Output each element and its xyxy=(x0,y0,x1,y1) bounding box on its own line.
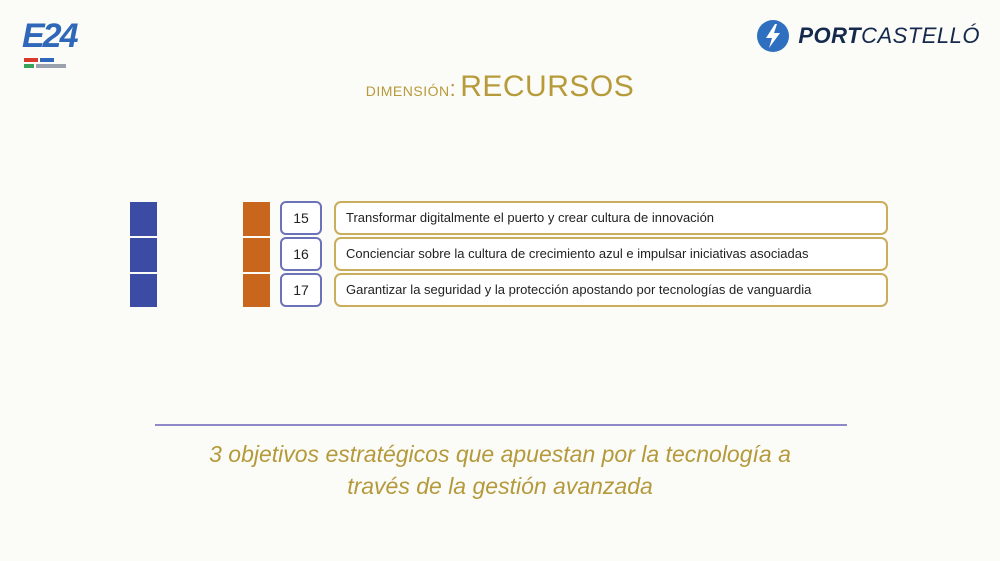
orange-block-1 xyxy=(243,202,270,236)
objective-number: 17 xyxy=(280,273,322,307)
objective-text: Transformar digitalmente el puerto y crear cultura de innovación xyxy=(334,201,888,235)
logo-stripe-gray xyxy=(36,64,66,68)
section-divider xyxy=(155,424,847,426)
orange-block-3 xyxy=(243,274,270,307)
blue-block-3 xyxy=(130,274,157,307)
objective-number: 16 xyxy=(280,237,322,271)
blue-block-2 xyxy=(130,238,157,272)
summary-text xyxy=(100,438,900,502)
logo-stripe-red xyxy=(24,58,38,62)
objective-text: Garantizar la seguridad y la protección apostando por tecnologías de vanguardia xyxy=(334,273,888,307)
title-colon: : xyxy=(449,76,456,101)
logo-stripe-green xyxy=(24,64,34,68)
page-title xyxy=(0,70,1000,104)
e24-logo xyxy=(22,18,78,70)
summary-line-2: través de la gestión avanzada xyxy=(347,473,653,499)
e24-logo-text: E24 xyxy=(22,17,77,55)
port-lightning-icon xyxy=(756,19,790,53)
objective-text: Concienciar sobre la cultura de crecimiento azul e impulsar iniciativas asociadas xyxy=(334,237,888,271)
title-prefix: DIMENSIÓN xyxy=(365,83,450,99)
title-main: RECURSOS xyxy=(460,70,635,103)
logo-stripe-blue xyxy=(40,58,54,62)
objective-number: 15 xyxy=(280,201,322,235)
summary-line-1: 3 objetivos estratégicos que apuestan por la tecnología a xyxy=(209,441,791,467)
blue-block-1 xyxy=(130,202,157,236)
portcastello-brand: PORTCASTELLÓ xyxy=(798,23,980,48)
orange-block-2 xyxy=(243,238,270,272)
portcastello-logo xyxy=(756,18,980,54)
